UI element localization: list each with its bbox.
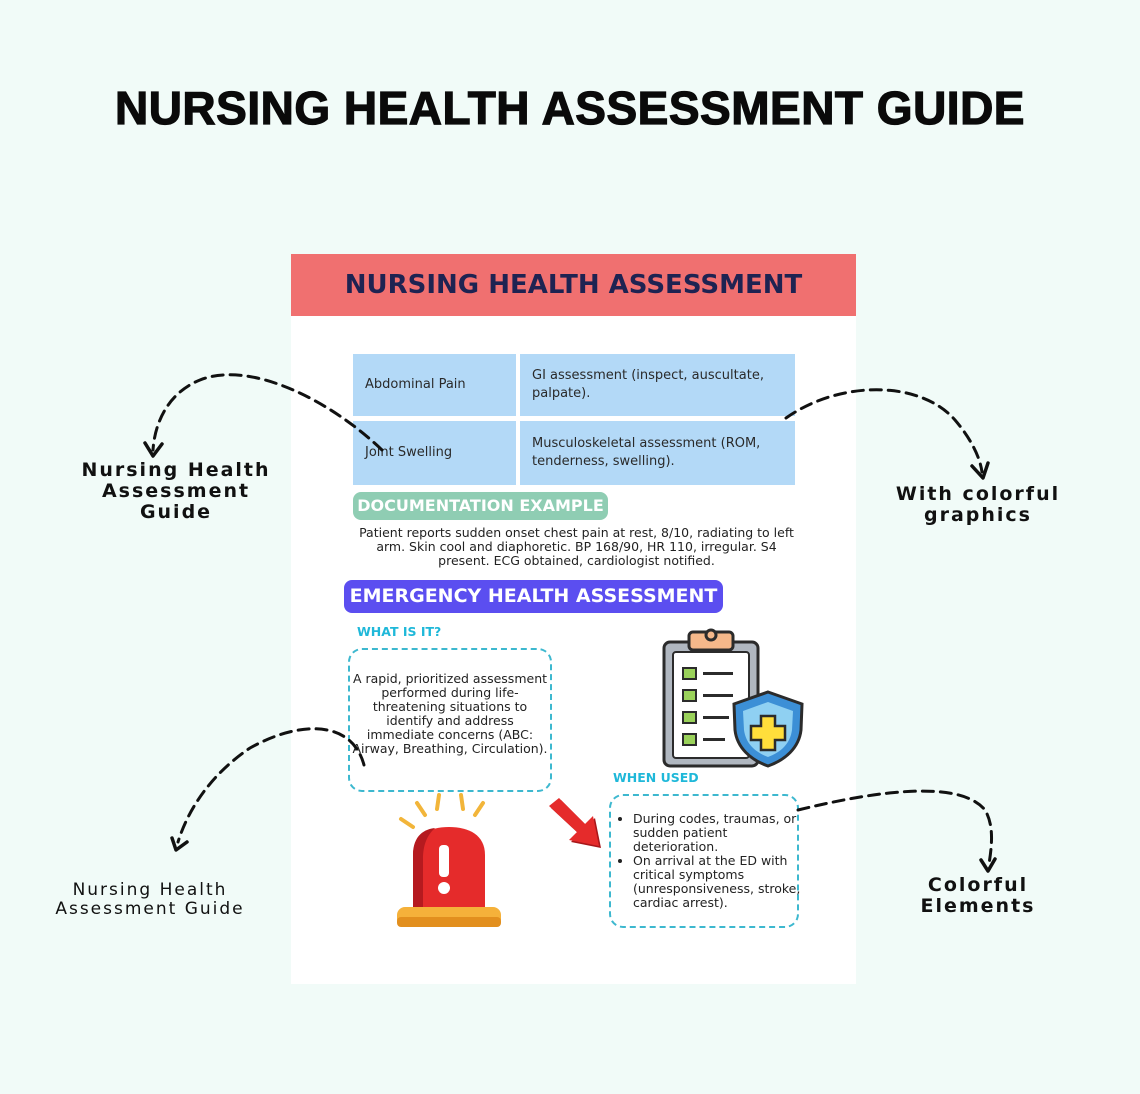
documentation-heading: DOCUMENTATION EXAMPLE [353,492,608,520]
arrowhead-icon [981,859,995,871]
what-text: A rapid, prioritized assessment performed during life-threatening situations to identify and address immediate concerns (ABC: Airway, Breathing, Circulation). [352,671,548,756]
when-heading: WHEN USED [613,770,699,785]
curved-arrow-top-right [786,390,982,472]
callout-bottom-left: Nursing Health Assessment Guide [55,880,245,919]
table-cell-symptom: Abdominal Pain [353,354,516,416]
curved-arrow-top-left [153,375,382,450]
what-heading: WHAT IS IT? [357,624,442,639]
table-cell-assessment: Musculoskeletal assessment (ROM, tenderness, swelling). [520,421,795,485]
table-cell-symptom: Joint Swelling [353,421,516,485]
documentation-text: Patient reports sudden onset chest pain at rest, 8/10, radiating to left arm. Skin cool and diaphoretic. BP 168/90, HR 110, irregular. S4 present. ECG obtained, cardiologist notified. [359,525,794,568]
curved-arrow-bottom-left [178,729,364,842]
list-item: • During codes, traumas, or sudden patient deterioration. [633,812,811,854]
sheet-header: NURSING HEALTH ASSESSMENT [291,254,856,316]
callout-top-left: Nursing Health Assessment Guide [81,459,271,523]
main-title: NURSING HEALTH ASSESSMENT GUIDE [114,82,1025,134]
callout-bottom-right: Colorful Elements [920,874,1036,917]
emergency-heading: EMERGENCY HEALTH ASSESSMENT [344,580,723,613]
curved-arrow-bottom-right [798,791,992,864]
callout-top-right: With colorful graphics [895,483,1061,526]
list-item: • On arrival at the ED with critical symptoms (unresponsiveness, stroke, cardiac arrest). [633,854,811,910]
table-cell-assessment: GI assessment (inspect, auscultate, palpate). [520,354,795,416]
